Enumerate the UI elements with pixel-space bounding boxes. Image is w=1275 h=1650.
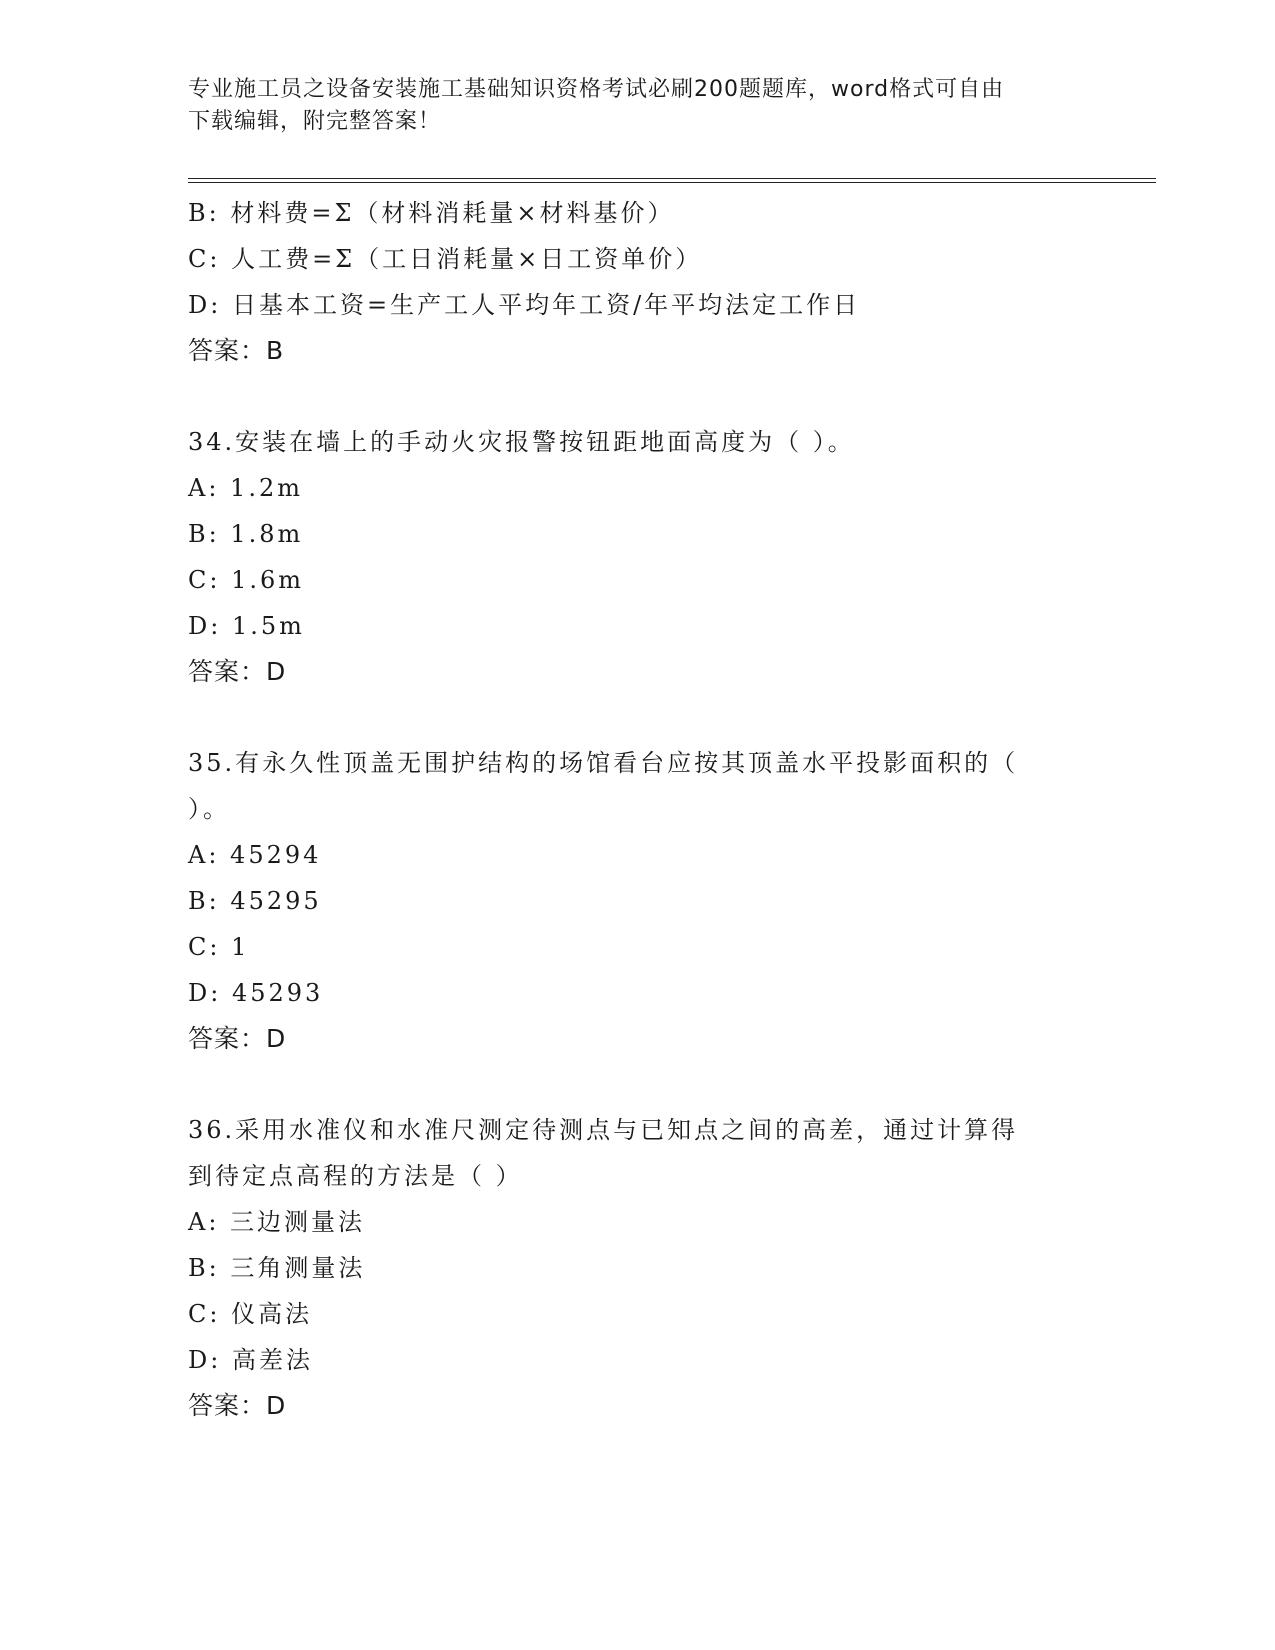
- option-d: D: 45293: [188, 979, 324, 1007]
- option-c: C: 1.6m: [188, 566, 305, 594]
- header-divider: [188, 178, 1156, 183]
- question-36: [188, 1107, 1088, 1429]
- document-header: [188, 74, 1068, 138]
- question-34: [188, 419, 1088, 695]
- option-c: C: 仪高法: [188, 1300, 313, 1328]
- question-text-line-2: 到待定点高程的方法是（ ）: [188, 1162, 523, 1190]
- question-text-line-2: ）。: [188, 795, 230, 823]
- question-text: 34.安装在墙上的手动火灾报警按钮距地面高度为（ ）。: [188, 428, 855, 456]
- option-c: C: 人工费=Σ（工日消耗量×日工资单价）: [188, 245, 703, 273]
- header-line-2: 下载编辑，附完整答案！: [188, 109, 442, 134]
- option-b: B: 45295: [188, 887, 322, 915]
- spacer: [188, 1062, 1088, 1107]
- option-d: D: 日基本工资=生产工人平均年工资/年平均法定工作日: [188, 291, 861, 319]
- question-list: [188, 190, 1088, 1429]
- option-b: B: 三角测量法: [188, 1254, 366, 1282]
- option-d: D: 1.5m: [188, 612, 305, 640]
- question-text-line-1: 36.采用水准仪和水准尺测定待测点与已知点之间的高差，通过计算得: [188, 1116, 1019, 1144]
- spacer: [188, 695, 1088, 740]
- option-a: A: 三边测量法: [188, 1208, 366, 1236]
- question-33-tail: [188, 190, 1088, 374]
- header-line-1: 专业施工员之设备安装施工基础知识资格考试必刷200题题库，word格式可自由: [188, 77, 1005, 102]
- answer: 答案：D: [188, 1024, 287, 1053]
- answer: 答案：D: [188, 657, 287, 686]
- option-a: A: 1.2m: [188, 474, 303, 502]
- spacer: [188, 374, 1088, 419]
- option-c: C: 1: [188, 933, 250, 961]
- answer: 答案：B: [188, 336, 285, 365]
- question-35: [188, 740, 1088, 1062]
- question-text-line-1: 35.有永久性顶盖无围护结构的场馆看台应按其顶盖水平投影面积的（: [188, 749, 1019, 777]
- answer: 答案：D: [188, 1391, 287, 1420]
- option-a: A: 45294: [188, 841, 322, 869]
- option-b: B: 材料费=Σ（材料消耗量×材料基价）: [188, 199, 675, 227]
- option-b: B: 1.8m: [188, 520, 304, 548]
- option-d: D: 高差法: [188, 1346, 313, 1374]
